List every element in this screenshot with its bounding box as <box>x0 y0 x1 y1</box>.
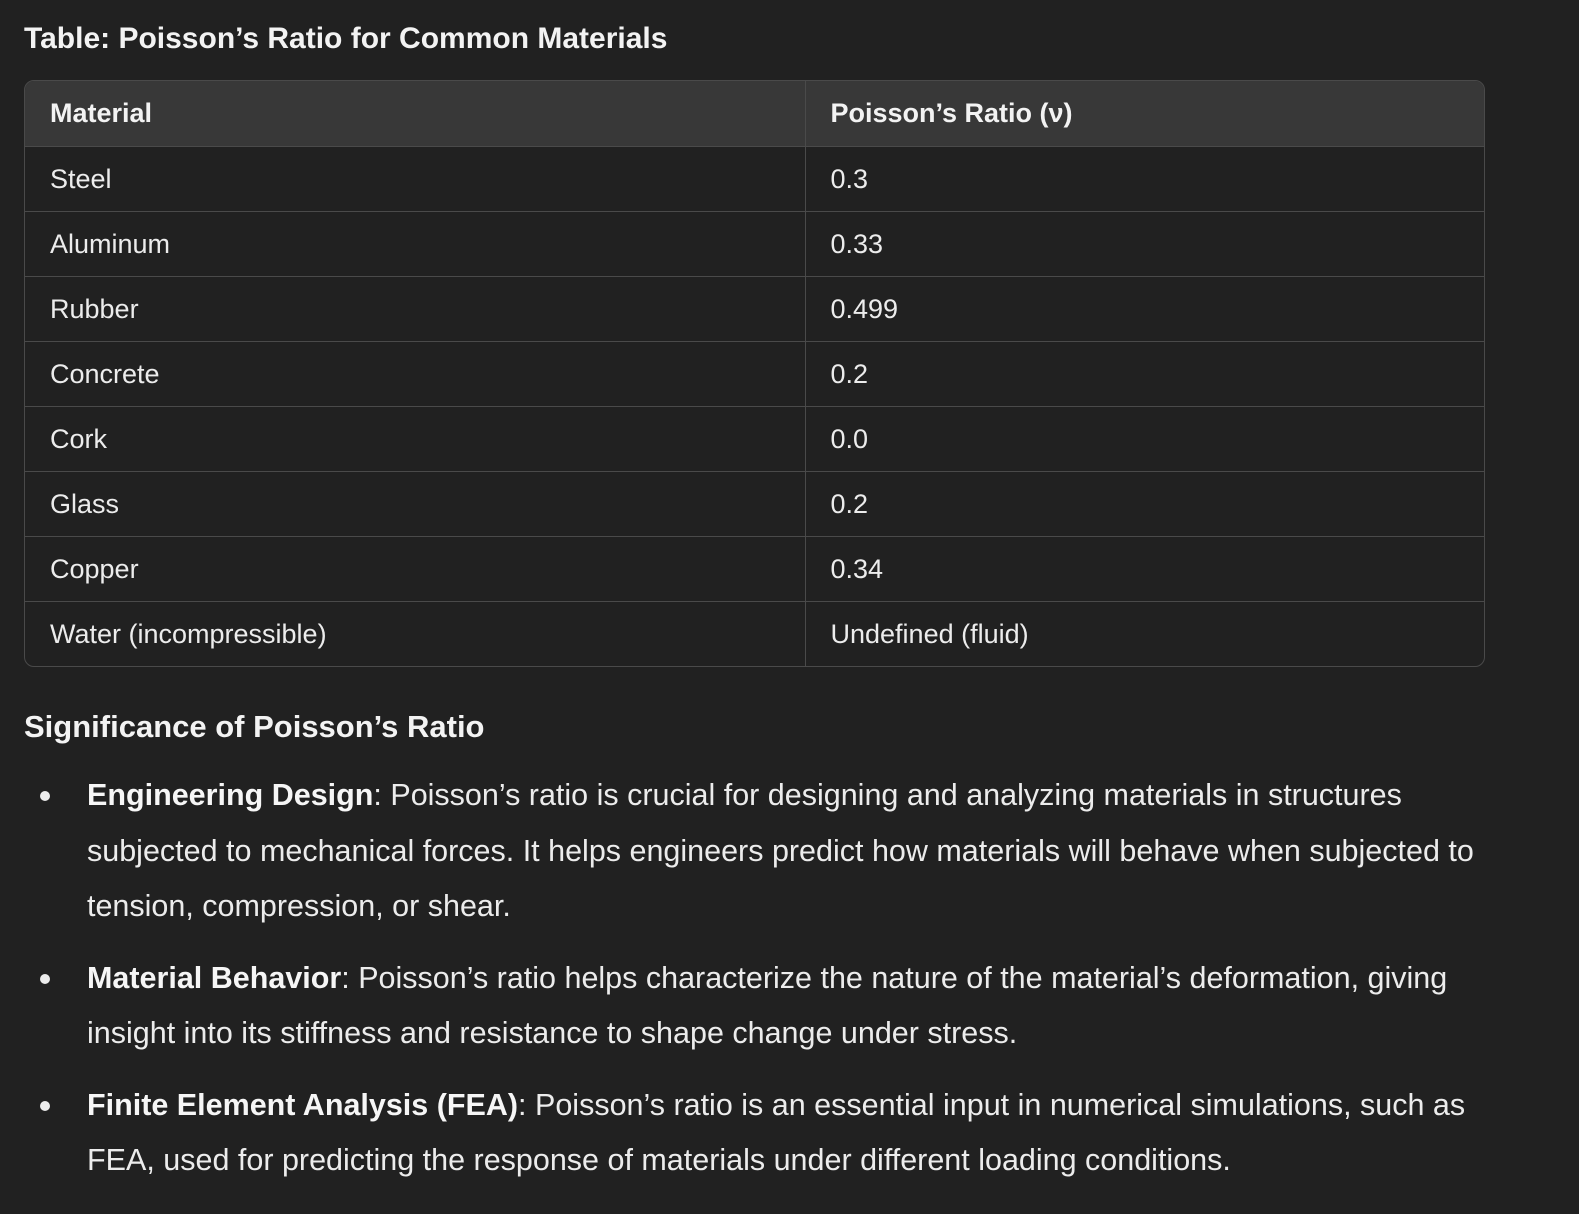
section-title: Significance of Poisson’s Ratio <box>24 709 485 744</box>
list-item <box>24 768 1494 935</box>
ratio-cell: 0.3 <box>805 147 1484 212</box>
table-row <box>25 537 1484 602</box>
table-row <box>25 342 1484 407</box>
table-row <box>25 212 1484 277</box>
bullet-icon <box>40 1101 50 1111</box>
material-cell: Aluminum <box>25 212 805 277</box>
table-row <box>25 147 1484 212</box>
table-header-row <box>25 81 1484 147</box>
ratio-cell: 0.33 <box>805 212 1484 277</box>
table-row <box>25 602 1484 667</box>
ratio-cell: 0.0 <box>805 407 1484 472</box>
ratio-cell: 0.2 <box>805 342 1484 407</box>
list-item-term: Material Behavior <box>87 960 342 995</box>
table-row <box>25 407 1484 472</box>
list-item-term: Engineering Design <box>87 778 374 812</box>
poisson-ratio-table <box>25 81 1484 666</box>
significance-list <box>24 768 1494 1205</box>
material-cell: Concrete <box>25 342 805 407</box>
ratio-cell: 0.2 <box>805 472 1484 537</box>
list-item <box>24 1078 1494 1189</box>
list-item-text: : Poisson’s ratio helps characterize the nature of the material’s deformation, giving insight into its stiffness and resistance to shape change under stress. <box>87 960 1448 1050</box>
column-header-poisson-ratio: Poisson’s Ratio (ν) <box>805 81 1484 147</box>
material-cell: Copper <box>25 537 805 602</box>
table-row <box>25 277 1484 342</box>
material-cell: Glass <box>25 472 805 537</box>
ratio-cell: 0.499 <box>805 277 1484 342</box>
list-item-term: Finite Element Analysis (FEA) <box>87 1087 519 1122</box>
material-cell: Rubber <box>25 277 805 342</box>
list-item-text: : Poisson’s ratio is an essential input in numerical simulations, such as FEA, used for predicting the response of materials under different loading conditions. <box>87 1087 1466 1177</box>
material-cell: Water (incompressible) <box>25 602 805 667</box>
materials-table <box>24 80 1485 667</box>
column-header-material: Material <box>25 81 805 147</box>
material-cell: Cork <box>25 407 805 472</box>
list-item-text: : Poisson’s ratio is crucial for designing and analyzing materials in structures subjected to mechanical forces. It helps engineers predict how materials will behave when subjected to tension, compression, or shear. <box>87 778 1474 923</box>
bullet-icon <box>40 791 50 801</box>
list-item <box>24 951 1494 1062</box>
bullet-icon <box>40 974 50 984</box>
material-cell: Steel <box>25 147 805 212</box>
ratio-cell: Undefined (fluid) <box>830 618 1029 649</box>
table-title: Table: Poisson’s Ratio for Common Materials <box>24 22 668 55</box>
ratio-cell: 0.34 <box>805 537 1484 602</box>
table-row <box>25 472 1484 537</box>
